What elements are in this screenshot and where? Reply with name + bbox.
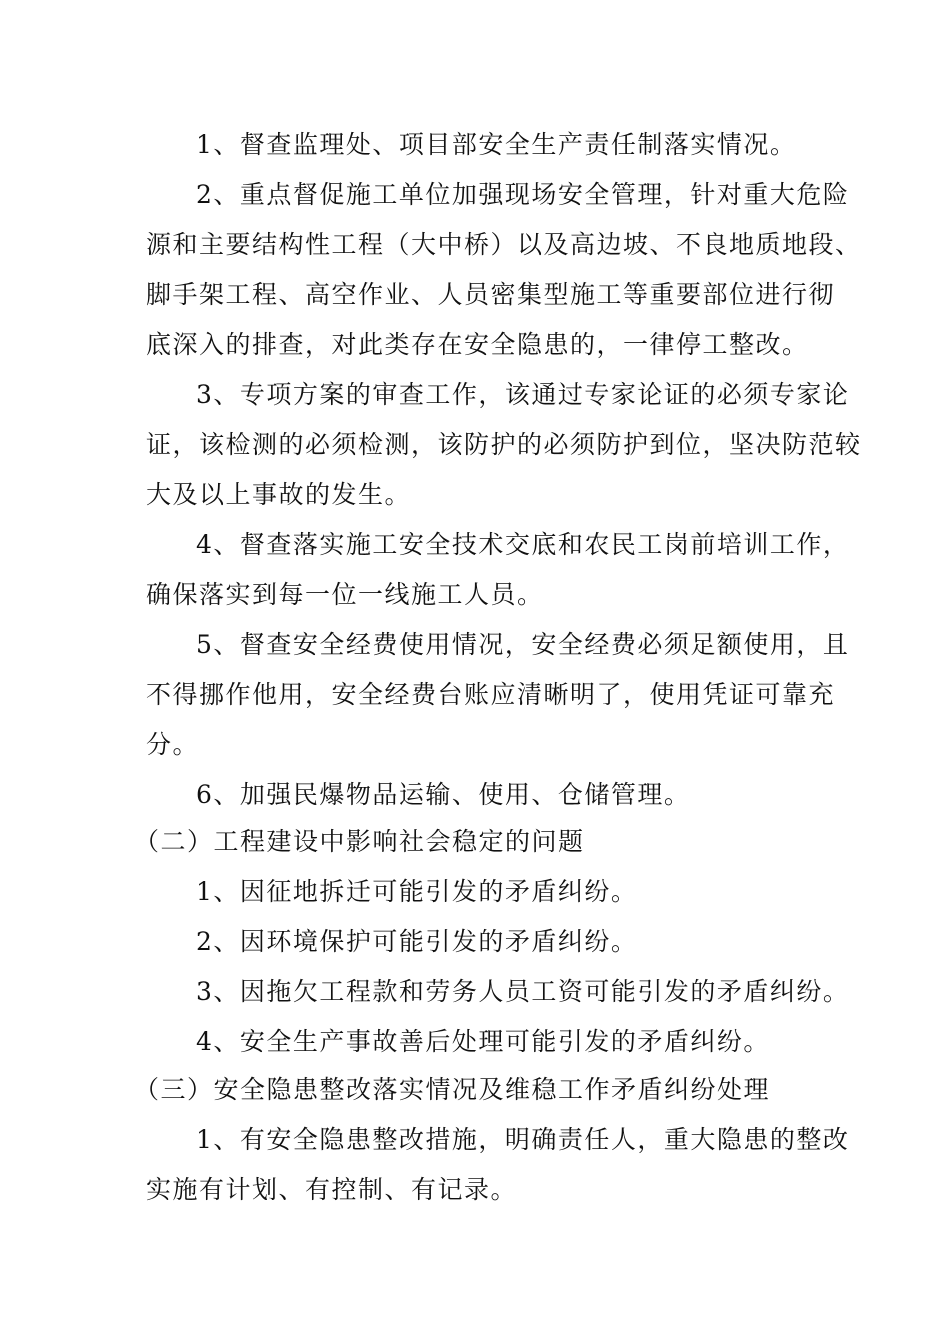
- item-3-line-3: 大及以上事故的发生。: [146, 480, 412, 509]
- item-2-line-4: 底深入的排查，对此类存在安全隐患的，一律停工整改。: [146, 330, 809, 359]
- item-5-line-1: 5、督查安全经费使用情况，安全经费必须足额使用，且: [196, 630, 850, 659]
- item-2-line-2: 源和主要结构性工程（大中桥）以及高边坡、不良地质地段、: [146, 230, 862, 259]
- item-3-line-1: 3、专项方案的审查工作，该通过专家论证的必须专家论: [196, 380, 850, 409]
- section-3-heading: （三）安全隐患整改落实情况及维稳工作矛盾纠纷处理: [134, 1075, 771, 1104]
- section-2-item-1: 1、因征地拆迁可能引发的矛盾纠纷。: [196, 877, 638, 906]
- section-3-item-1-line-1: 1、有安全隐患整改措施，明确责任人，重大隐患的整改: [196, 1125, 850, 1154]
- section-2-item-3: 3、因拖欠工程款和劳务人员工资可能引发的矛盾纠纷。: [196, 977, 850, 1006]
- item-5-line-2: 不得挪作他用，安全经费台账应清晰明了，使用凭证可靠充: [146, 680, 836, 709]
- item-2-line-3: 脚手架工程、高空作业、人员密集型施工等重要部位进行彻: [146, 280, 836, 309]
- section-2-item-2: 2、因环境保护可能引发的矛盾纠纷。: [196, 927, 638, 956]
- item-4-line-2: 确保落实到每一位一线施工人员。: [146, 580, 544, 609]
- item-2-line-1: 2、重点督促施工单位加强现场安全管理，针对重大危险: [196, 180, 850, 209]
- item-4-line-1: 4、督查落实施工安全技术交底和农民工岗前培训工作，: [196, 530, 850, 559]
- section-2-heading: （二）工程建设中影响社会稳定的问题: [134, 827, 585, 856]
- item-3-line-2: 证，该检测的必须检测，该防护的必须防护到位，坚决防范较: [146, 430, 862, 459]
- section-3-item-1-line-2: 实施有计划、有控制、有记录。: [146, 1175, 518, 1204]
- item-6-explosives-management: 6、加强民爆物品运输、使用、仓储管理。: [196, 780, 691, 809]
- section-2-item-4: 4、安全生产事故善后处理可能引发的矛盾纠纷。: [196, 1027, 770, 1056]
- item-5-line-3: 分。: [146, 730, 200, 759]
- item-1-supervision-responsibility: 1、督查监理处、项目部安全生产责任制落实情况。: [196, 130, 797, 159]
